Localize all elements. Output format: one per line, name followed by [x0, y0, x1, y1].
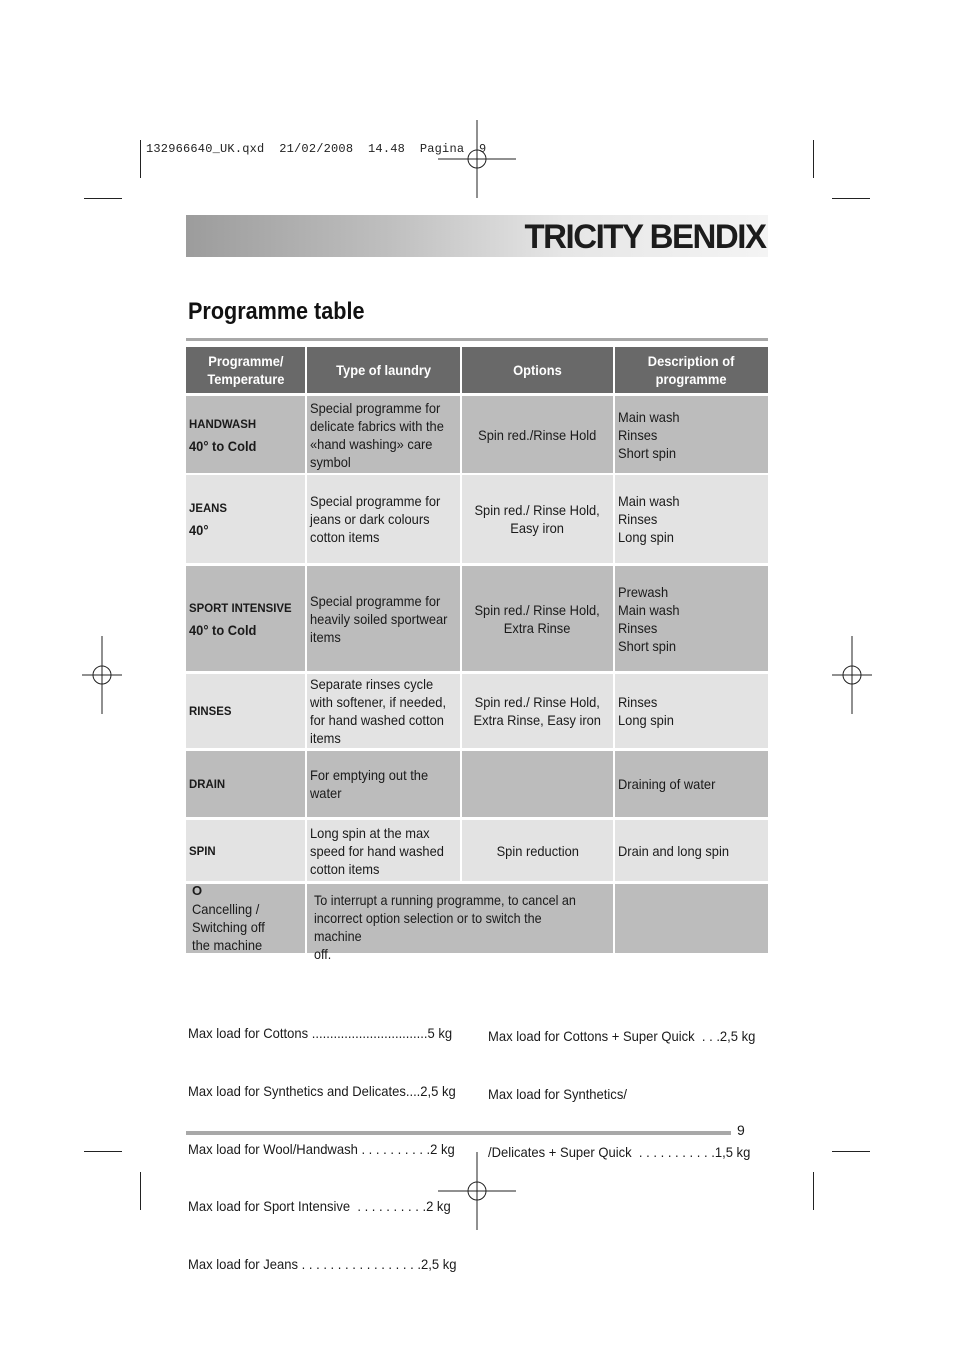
crop-mark: [813, 140, 814, 178]
registration-mark-icon: [82, 636, 122, 714]
crop-mark: [813, 1172, 814, 1210]
max-load-list-right: [488, 989, 776, 1181]
table-row: [186, 674, 768, 748]
cancel-empty-cell: [615, 884, 768, 953]
description-cell: Prewash Main wash Rinses Short spin: [615, 566, 768, 671]
registration-mark-icon: [832, 636, 872, 714]
programme-cell: SPIN: [186, 820, 305, 881]
programme-cell: SPORT INTENSIVE 40° to Cold: [186, 566, 305, 671]
list-item: Max load for Cottons ................................5 kg: [188, 1025, 453, 1042]
crop-mark: [84, 1151, 122, 1152]
crop-mark: [140, 140, 141, 178]
column-header-options: Options: [462, 347, 613, 393]
crop-mark: [140, 1172, 141, 1210]
programme-cell: DRAIN: [186, 751, 305, 817]
programme-cell: RINSES: [186, 674, 305, 748]
brand-logo: TRICITY BENDIX: [524, 218, 766, 256]
table-header-row: [186, 347, 768, 393]
list-item: /Delicates + Super Quick . . . . . . . . . . .1,5 kg: [488, 1143, 751, 1160]
cancel-symbol: O: [192, 883, 203, 898]
list-item: Max load for Cottons + Super Quick . . .2,5 kg: [488, 1028, 756, 1045]
laundry-cell: Special programme for delicate fabrics with the «hand washing» care symbol: [307, 396, 460, 473]
footer-divider: [186, 1131, 731, 1135]
page-number: 9: [737, 1122, 745, 1138]
list-item: Max load for Synthetics/: [488, 1086, 627, 1103]
column-header-laundry: Type of laundry: [307, 347, 460, 393]
table-row: [186, 820, 768, 881]
cancel-description-cell: To interrupt a running programme, to cancel an incorrect option selection or to switch the machine off.: [307, 884, 613, 953]
list-item: Max load for Wool/Handwash . . . . . . . . . .2 kg: [188, 1140, 455, 1157]
list-item: Max load for Sport Intensive . . . . . . . . . .2 kg: [188, 1198, 451, 1215]
programme-cell: JEANS 40°: [186, 475, 305, 563]
description-cell: Rinses Long spin: [615, 674, 768, 748]
print-slug: 132966640_UK.qxd 21/02/2008 14.48 Pagina 9: [146, 142, 487, 156]
max-load-list-left: [188, 986, 477, 1293]
crop-mark: [832, 1151, 870, 1152]
options-cell: Spin red./ Rinse Hold, Extra Rinse: [462, 566, 613, 671]
list-item: Max load for Synthetics and Delicates....2,5 kg: [188, 1083, 456, 1100]
registration-mark-icon: [438, 120, 516, 198]
table-row: [186, 475, 768, 563]
description-cell: Draining of water: [615, 751, 768, 817]
column-header-description: Description of programme: [615, 347, 768, 393]
table-row: [186, 751, 768, 817]
table-row-cancel: [186, 883, 768, 962]
options-cell: [462, 751, 613, 817]
laundry-cell: For emptying out the water: [307, 751, 460, 817]
crop-mark: [832, 198, 870, 199]
laundry-cell: Special programme for heavily soiled sportwear items: [307, 566, 460, 671]
title-divider: [186, 338, 768, 341]
description-cell: Main wash Rinses Long spin: [615, 475, 768, 563]
table-row: [186, 396, 768, 473]
options-cell: Spin red./ Rinse Hold, Extra Rinse, Easy iron: [462, 674, 613, 748]
column-header-programme: Programme/ Temperature: [186, 347, 305, 393]
cancel-label: Cancelling / Switching off the machine: [192, 901, 265, 953]
options-cell: Spin red./Rinse Hold: [462, 396, 613, 473]
crop-mark: [84, 198, 122, 199]
list-item: Max load for Jeans . . . . . . . . . . . . . . . . .2,5 kg: [188, 1255, 457, 1272]
description-cell: Drain and long spin: [615, 820, 768, 881]
options-cell: Spin red./ Rinse Hold, Easy iron: [462, 475, 613, 563]
programme-cell: HANDWASH 40° to Cold: [186, 396, 305, 473]
laundry-cell: Separate rinses cycle with softener, if needed, for hand washed cotton items: [307, 674, 460, 748]
page-title: Programme table: [188, 298, 365, 325]
laundry-cell: Special programme for jeans or dark colours cotton items: [307, 475, 460, 563]
laundry-cell: Long spin at the max speed for hand washed cotton items: [307, 820, 460, 881]
options-cell: Spin reduction: [462, 820, 613, 881]
table-row: [186, 566, 768, 671]
cancel-programme-cell: [186, 884, 305, 953]
description-cell: Main wash Rinses Short spin: [615, 396, 768, 473]
